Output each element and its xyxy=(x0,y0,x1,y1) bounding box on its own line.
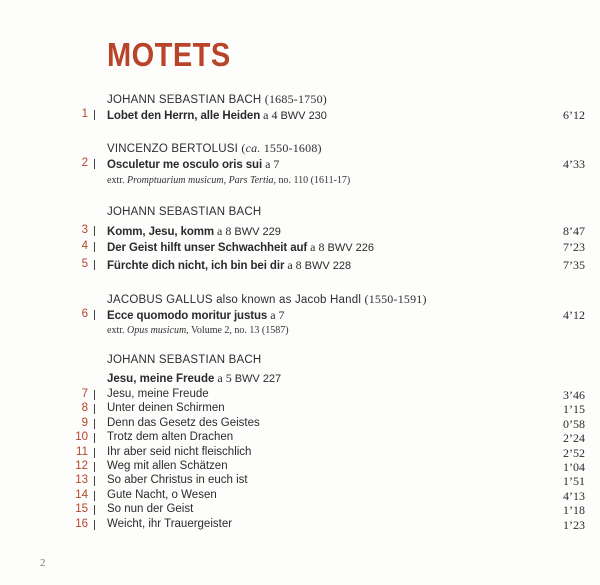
movement-row xyxy=(0,489,600,504)
track-row xyxy=(0,108,600,123)
movement-row xyxy=(0,518,600,533)
track-row xyxy=(0,240,600,255)
movement-title: Denn das Gesetz des Geistes xyxy=(107,416,260,429)
voices: a 7 xyxy=(262,157,280,171)
separator-bar xyxy=(94,448,95,458)
composer-dates: (1685-1750) xyxy=(264,92,327,106)
movement-row xyxy=(0,417,600,432)
track-duration: 7’23 xyxy=(563,240,585,254)
track-number: 11 xyxy=(76,445,88,458)
movement-title: Weicht, ihr Trauergeister xyxy=(107,517,233,530)
track-duration: 1’15 xyxy=(563,402,585,417)
bwv-number: BWV 229 xyxy=(234,226,281,238)
track-duration: 1’18 xyxy=(563,503,585,518)
separator-bar xyxy=(94,260,95,270)
voices: a 7 xyxy=(267,308,285,322)
separator-bar xyxy=(94,520,95,530)
separator-bar xyxy=(94,242,95,252)
movement-row xyxy=(0,460,600,475)
track-title xyxy=(107,108,327,123)
track-duration: 6’12 xyxy=(563,108,585,122)
voices: a 4 xyxy=(260,108,281,122)
track-number: 4 xyxy=(81,240,88,252)
composer-dates: (1550-1591) xyxy=(364,292,427,306)
voices: a 8 xyxy=(284,258,305,272)
track-duration: 4’13 xyxy=(563,488,585,503)
movement-title: Gute Nacht, o Wesen xyxy=(107,488,217,501)
voices: a 5 xyxy=(214,371,235,385)
movement-title: Trotz dem alten Drachen xyxy=(107,431,234,444)
voices: a 8 xyxy=(214,224,235,238)
movement-row xyxy=(0,402,600,417)
composer-name: JOHANN SEBASTIAN BACH xyxy=(107,94,262,106)
separator-bar xyxy=(94,491,95,501)
track-number: 7 xyxy=(81,388,88,400)
track-duration: 1’23 xyxy=(563,517,585,532)
movement-title: Unter deinen Schirmen xyxy=(107,402,225,415)
separator-bar xyxy=(94,226,95,236)
track-number: 10 xyxy=(75,431,88,444)
composer-heading xyxy=(107,141,322,156)
page-title: MOTETS xyxy=(107,36,231,73)
separator-bar xyxy=(94,505,95,515)
track-number: 5 xyxy=(81,258,88,270)
track-title xyxy=(107,258,351,273)
work-heading xyxy=(107,371,281,386)
composer-heading xyxy=(107,354,261,366)
track-number: 15 xyxy=(75,503,88,516)
separator-bar xyxy=(94,404,95,414)
track-row xyxy=(0,157,600,172)
separator-bar xyxy=(94,476,95,486)
track-number: 16 xyxy=(75,517,88,530)
separator-bar xyxy=(94,419,95,429)
composer-name: JOHANN SEBASTIAN BACH xyxy=(107,206,262,218)
separator-bar xyxy=(94,159,95,169)
movement-row xyxy=(0,446,600,461)
track-duration: 3’46 xyxy=(563,388,585,402)
movement-title: Jesu, meine Freude xyxy=(107,388,209,400)
page-number: 2 xyxy=(40,557,46,569)
track-row xyxy=(0,308,600,323)
composer-dates: (ca. 1550-1608) xyxy=(241,141,322,155)
track-number: 6 xyxy=(81,308,88,320)
track-number: 3 xyxy=(81,224,88,236)
work-title: Der Geist hilft unser Schwachheit auf xyxy=(107,242,308,254)
composer-heading xyxy=(107,292,427,307)
track-number: 12 xyxy=(75,460,88,472)
work-title: Komm, Jesu, komm xyxy=(107,226,215,238)
separator-bar xyxy=(94,462,95,472)
movement-title: Weg mit allen Schätzen xyxy=(107,460,228,472)
track-duration: 7’35 xyxy=(563,258,585,272)
work-title: Lobet den Herrn, alle Heiden xyxy=(107,110,261,122)
bwv-number: BWV 227 xyxy=(234,373,282,385)
separator-bar xyxy=(94,390,95,400)
track-duration: 2’24 xyxy=(563,431,585,446)
composer-name: VINCENZO BERTOLUSI xyxy=(107,143,238,155)
track-title xyxy=(107,240,374,255)
work-title: Osculetur me osculo oris sui xyxy=(107,159,263,171)
bwv-number: BWV 228 xyxy=(304,260,352,272)
movement-row xyxy=(0,431,600,446)
track-number: 8 xyxy=(81,402,88,415)
track-duration: 4’33 xyxy=(563,157,585,171)
extract-source: extr. Promptuarium musicum, Pars Tertia, no. 110 (1611-17) xyxy=(107,175,351,186)
track-duration: 0’58 xyxy=(563,416,585,431)
track-duration: 4’12 xyxy=(563,308,585,322)
track-duration: 1’04 xyxy=(563,460,585,474)
track-duration: 1’51 xyxy=(563,474,585,489)
track-title xyxy=(107,308,285,323)
work-title: Ecce quomodo moritur justus xyxy=(107,310,268,322)
movement-row xyxy=(0,503,600,518)
movement-title: So nun der Geist xyxy=(107,503,194,516)
movement-row xyxy=(0,388,600,403)
track-number: 14 xyxy=(75,488,88,501)
separator-bar xyxy=(94,433,95,443)
composer-heading xyxy=(107,206,261,218)
bwv-number: BWV 230 xyxy=(280,110,327,122)
bwv-number: BWV 226 xyxy=(327,242,374,254)
track-duration: 8’47 xyxy=(563,224,585,238)
track-row xyxy=(0,258,600,273)
movement-title: So aber Christus in euch ist xyxy=(107,474,248,487)
track-number: 1 xyxy=(81,108,88,120)
composer-name: JOHANN SEBASTIAN BACH xyxy=(107,354,262,366)
track-number: 9 xyxy=(81,416,88,429)
track-title xyxy=(107,224,281,239)
track-duration: 2’52 xyxy=(563,445,585,460)
track-number: 13 xyxy=(75,474,88,487)
work-title: Fürchte dich nicht, ich bin bei dir xyxy=(107,260,285,272)
track-row xyxy=(0,224,600,239)
separator-bar xyxy=(94,310,95,320)
composer-name: JACOBUS GALLUS also known as Jacob Handl xyxy=(107,294,362,306)
extract-source: extr. Opus musicum, Volume 2, no. 13 (1587) xyxy=(107,325,289,336)
movement-title: Ihr aber seid nicht fleischlich xyxy=(107,445,252,458)
composer-heading xyxy=(107,92,327,107)
voices: a 8 xyxy=(307,240,328,254)
movement-row xyxy=(0,474,600,489)
track-number: 2 xyxy=(81,157,88,169)
track-title xyxy=(107,157,279,172)
separator-bar xyxy=(94,110,95,120)
work-title: Jesu, meine Freude xyxy=(107,373,215,385)
